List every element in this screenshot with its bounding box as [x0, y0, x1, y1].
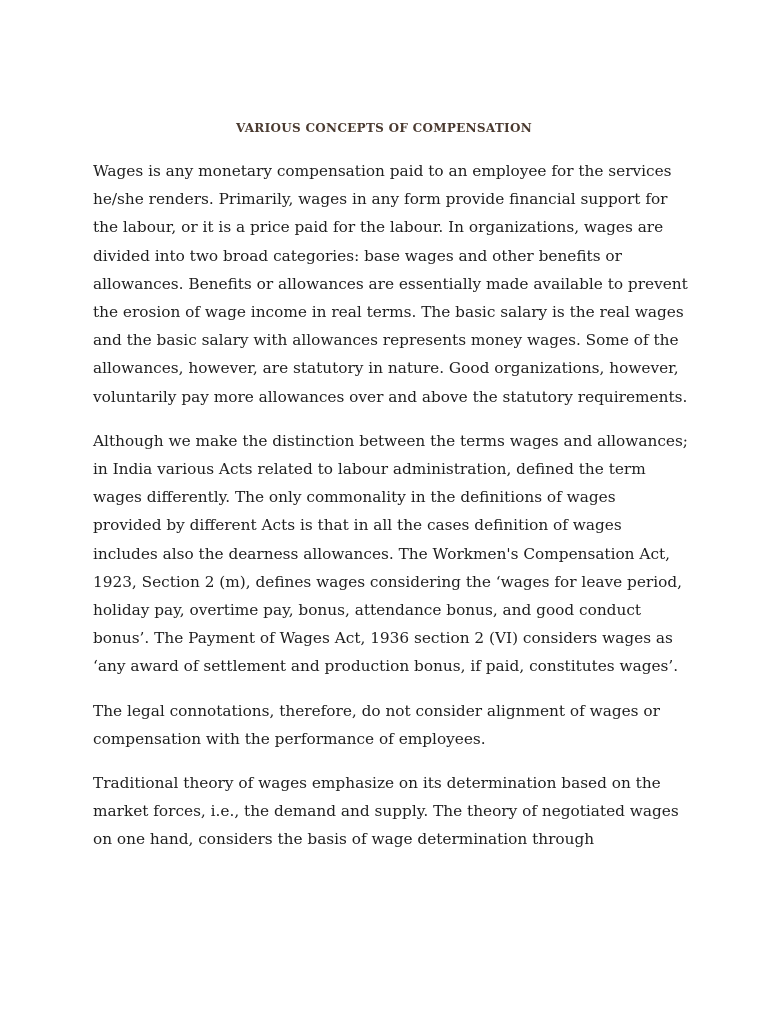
- paragraph-legal-definitions: Although we make the distinction between the terms wages and allowances; in India various Acts related to labour administration, defined the term wages differently. The only commonality in the definitions of wages provided by different Acts is that in all the cases definition of wages includes also the dearness allowances. The Workmen's Compensation Act, 1923, Section 2 (m), defines wages considering the ‘wages for leave period, holiday pay, overtime pay, bonus, attendance bonus, and good conduct bonus’. The Payment of Wages Act, 1936 section 2 (VI) considers wages as ‘any award of settlement and production bonus, if paid, constitutes wages’.: [93, 431, 688, 676]
- paragraph-legal-connotations: The legal connotations, therefore, do not consider alignment of wages or compensation with the performance of employees.: [93, 701, 660, 748]
- document-body: [93, 157, 688, 870]
- paragraph-traditional-theory: Traditional theory of wages emphasize on its determination based on the market forces, i.e., the demand and supply. The theory of negotiated wages on one hand, considers the basis of wage determination through: [93, 774, 679, 849]
- page-title: VARIOUS CONCEPTS OF COMPENSATION: [236, 121, 532, 135]
- paragraph-wages-definition: Wages is any monetary compensation paid to an employee for the services he/she renders. Primarily, wages in any form provide financial support for the labour, or it is a price paid for the labour. In organizations, wages are divided into two broad categories: base wages and other benefits or allowances. Benefits or allowances are essentially made available to prevent the erosion of wage income in real terms. The basic salary is the real wages and the basic salary with allowances represents money wages. Some of the allowances, however, are statutory in nature. Good organizations, however, voluntarily pay more allowances over and above the statutory requirements.: [93, 162, 688, 406]
